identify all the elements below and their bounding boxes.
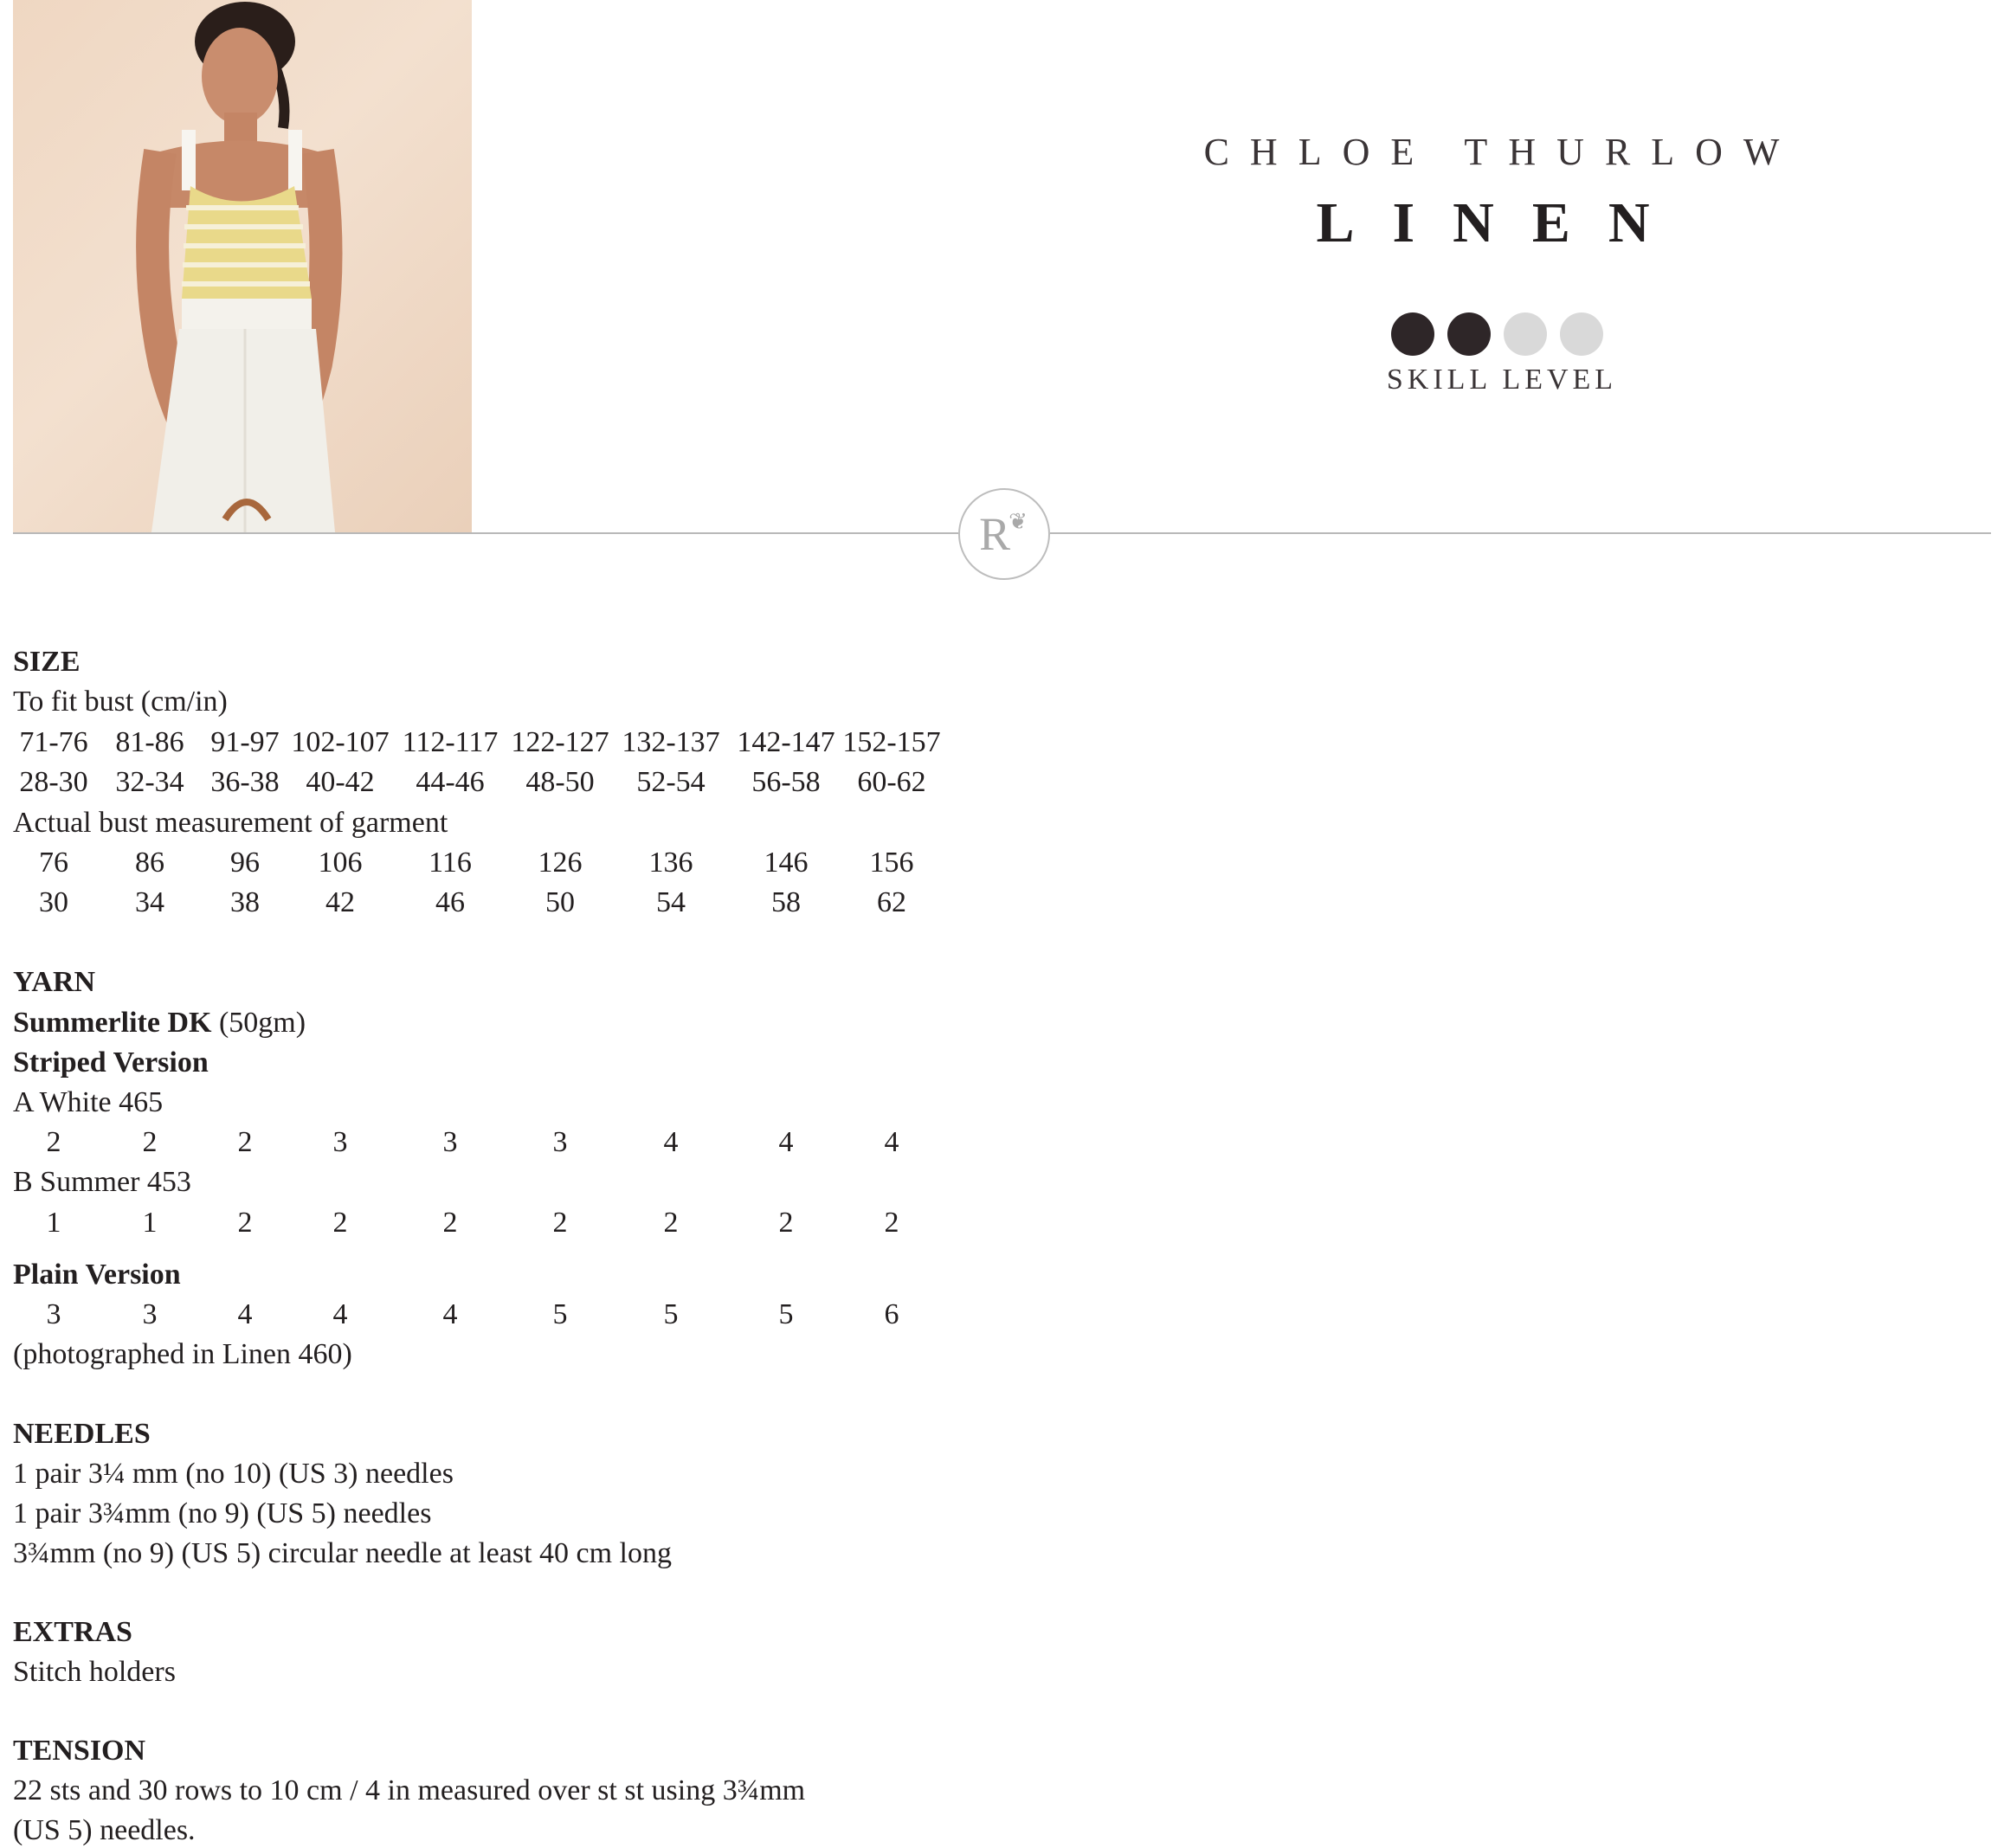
size-cell: 102-107 <box>291 726 390 758</box>
size-cell: 2 <box>552 1207 568 1239</box>
size-cell: 62 <box>877 886 906 918</box>
tension-line: 22 sts and 30 rows to 10 cm / 4 in measured over st st using 3¾mm <box>13 1774 806 1806</box>
skill-dot-3 <box>1504 312 1547 356</box>
size-cell: 112-117 <box>402 726 499 758</box>
size-cell: 3 <box>142 1298 158 1330</box>
size-cell: 58 <box>771 886 801 918</box>
size-cell: 4 <box>442 1298 458 1330</box>
to-fit-label: To fit bust (cm/in) <box>13 686 228 718</box>
size-cell: 106 <box>318 847 363 879</box>
size-cell: 76 <box>39 847 68 879</box>
leaf-icon: ❦ <box>1008 509 1028 534</box>
needle-item: 1 pair 3¼ mm (no 10) (US 3) needles <box>13 1458 454 1490</box>
yarn-name: Summerlite DK <box>13 1007 212 1039</box>
size-cell: 126 <box>538 847 583 879</box>
size-cell: 2 <box>237 1207 253 1239</box>
size-cell: 52-54 <box>636 766 706 798</box>
yarn-name-line <box>13 1006 306 1040</box>
size-cell: 2 <box>442 1207 458 1239</box>
size-cell: 81-86 <box>115 726 184 758</box>
skill-dot-4 <box>1560 312 1603 356</box>
size-cell: 96 <box>230 847 260 879</box>
size-cell: 38 <box>230 886 260 918</box>
size-cell: 4 <box>884 1126 899 1158</box>
size-cell: 3 <box>46 1298 61 1330</box>
size-cell: 44-46 <box>416 766 485 798</box>
size-cell: 30 <box>39 886 68 918</box>
size-cell: 2 <box>663 1207 679 1239</box>
size-cell: 5 <box>663 1298 679 1330</box>
size-cell: 48-50 <box>525 766 595 798</box>
tension-heading: TENSION <box>13 1735 146 1767</box>
brand-logo-letter: R <box>979 508 1011 560</box>
size-cell: 28-30 <box>19 766 88 798</box>
yarn-weight: (50gm) <box>218 1007 306 1039</box>
size-cell: 122-127 <box>511 726 609 758</box>
size-cell: 142-147 <box>737 726 835 758</box>
plain-version-heading: Plain Version <box>13 1259 181 1291</box>
size-cell: 36-38 <box>210 766 280 798</box>
model-photo <box>13 0 472 532</box>
size-cell: 152-157 <box>842 726 941 758</box>
size-cell: 86 <box>135 847 164 879</box>
size-cell: 50 <box>545 886 575 918</box>
actual-label: Actual bust measurement of garment <box>13 807 448 839</box>
skill-level-label: SKILL LEVEL <box>1386 364 1618 396</box>
size-cell: 3 <box>442 1126 458 1158</box>
needle-item: 3¾mm (no 9) (US 5) circular needle at least 40 cm long <box>13 1537 672 1569</box>
skill-dot-2 <box>1447 312 1491 356</box>
size-cell: 4 <box>778 1126 794 1158</box>
size-cell: 34 <box>135 886 164 918</box>
skill-level-indicator <box>1391 312 1603 356</box>
extras-heading: EXTRAS <box>13 1616 132 1648</box>
extras-item: Stitch holders <box>13 1656 176 1688</box>
needle-item: 1 pair 3¾mm (no 9) (US 5) needles <box>13 1497 432 1529</box>
header-divider-right <box>1050 532 1991 534</box>
size-cell: 3 <box>552 1126 568 1158</box>
size-cell: 60-62 <box>857 766 926 798</box>
size-cell: 71-76 <box>19 726 88 758</box>
size-cell: 1 <box>142 1207 158 1239</box>
size-cell: 136 <box>648 847 693 879</box>
striped-version-heading: Striped Version <box>13 1046 209 1079</box>
size-cell: 4 <box>237 1298 253 1330</box>
size-cell: 2 <box>237 1126 253 1158</box>
size-cell: 1 <box>46 1207 61 1239</box>
needles-heading: NEEDLES <box>13 1418 151 1450</box>
pattern-name: LINEN <box>1316 191 1688 254</box>
size-cell: 2 <box>142 1126 158 1158</box>
plain-version-note: (photographed in Linen 460) <box>13 1338 352 1370</box>
header-divider-left <box>13 532 958 534</box>
yarn-heading: YARN <box>13 966 96 998</box>
size-cell: 5 <box>552 1298 568 1330</box>
colour-a-label: A White 465 <box>13 1086 164 1118</box>
size-cell: 116 <box>429 847 472 879</box>
tension-line: (US 5) needles. <box>13 1814 196 1846</box>
size-cell: 132-137 <box>622 726 720 758</box>
size-cell: 4 <box>332 1298 348 1330</box>
size-cell: 146 <box>764 847 809 879</box>
size-cell: 32-34 <box>115 766 184 798</box>
size-cell: 6 <box>884 1298 899 1330</box>
size-cell: 54 <box>656 886 686 918</box>
skill-dot-1 <box>1391 312 1434 356</box>
size-heading: SIZE <box>13 646 81 678</box>
size-cell: 2 <box>46 1126 61 1158</box>
size-cell: 56-58 <box>751 766 821 798</box>
size-cell: 5 <box>778 1298 794 1330</box>
size-cell: 42 <box>325 886 355 918</box>
size-cell: 156 <box>869 847 914 879</box>
brand-logo <box>958 488 1050 580</box>
size-cell: 3 <box>332 1126 348 1158</box>
colour-b-label: B Summer 453 <box>13 1166 191 1198</box>
designer-name: CHLOE THURLOW <box>1203 131 1801 173</box>
size-cell: 40-42 <box>306 766 375 798</box>
size-cell: 2 <box>884 1207 899 1239</box>
size-cell: 46 <box>435 886 465 918</box>
size-cell: 4 <box>663 1126 679 1158</box>
size-cell: 2 <box>778 1207 794 1239</box>
size-cell: 2 <box>332 1207 348 1239</box>
size-cell: 91-97 <box>210 726 280 758</box>
